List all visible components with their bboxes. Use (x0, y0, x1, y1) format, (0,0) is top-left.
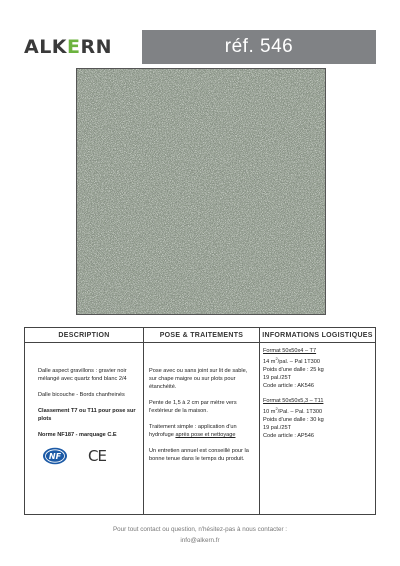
quantity-text: 10 $m^2$/Pal. – Pal. 1T300 (263, 405, 323, 415)
info-table (24, 327, 376, 515)
logo-text: ALKERN (24, 36, 113, 58)
article-code: Code article : AP546 (263, 432, 314, 439)
weight-text: Poids d'une dalle : 25 kg (263, 366, 324, 373)
logistics-column (260, 343, 375, 515)
article-code: Code article : AK546 (263, 382, 314, 389)
weight-text: Poids d'une dalle : 30 kg (263, 416, 324, 423)
alkern-logo (24, 30, 142, 64)
pallets-text: 19 pal./25T (263, 374, 291, 381)
footer (0, 524, 400, 546)
slope-text: Pente de 1,5 à 2 cm par mètre vers l'extérieur de la maison. (149, 400, 237, 414)
description-column (25, 343, 144, 515)
pose-column (144, 343, 260, 515)
pose-text: Pose avec ou sans joint sur lit de sable, sur chape maigre ou sur plots pour étanchéité. (149, 368, 248, 390)
classification-text: Classement T7 ou T11 pour pose sur plots (38, 408, 136, 422)
pallets-text: 19 pal./25T (263, 424, 291, 431)
logistics-block (263, 347, 371, 390)
header (24, 30, 376, 64)
treatment-text: Traitement simple : application d'un hydrofuge après pose et nettoyage (149, 424, 237, 438)
certification-logos (38, 447, 139, 465)
contact-text: Pour tout contact ou question, n'hésitez-pas à nous contacter : (112, 526, 288, 533)
nf-logo-label: NF (48, 452, 62, 461)
pose-header: POSE & TRAITEMENTS (144, 328, 260, 342)
quantity-text: 14 $m^2$/pal. – Pal 1T300 (263, 356, 320, 365)
description-text: Dalle aspect gravillons : gravier noir mélangé avec quartz fond blanc 2/4 (38, 368, 127, 382)
logistics-header: INFORMATIONS LOGISTIQUES (262, 331, 373, 339)
reference-title: réf. 546 (224, 36, 294, 57)
product-photo (76, 68, 326, 315)
norm-text: Norme NF187 - marquage C.E (38, 432, 117, 438)
reference-banner (142, 30, 376, 64)
contact-email[interactable]: info@alkern.fr (180, 537, 220, 544)
ce-mark-icon: CE (88, 447, 106, 465)
format-title: Format 50x50x5,3 – T11 (263, 397, 324, 404)
format-title: Format 50x50x4 – T7 (263, 348, 317, 354)
gravel-texture-image (77, 69, 325, 314)
nf-logo-icon (42, 447, 68, 465)
logistics-block (263, 397, 371, 440)
maintenance-text: Un entretien annuel est conseillé pour la bonne tenue dans le temps du produit. (149, 448, 249, 462)
table-header (25, 328, 375, 343)
description-header: DESCRIPTION (25, 328, 144, 342)
table-body (25, 343, 375, 515)
description-text: Dalle bicouche - Bords chanfreinés (38, 392, 125, 398)
